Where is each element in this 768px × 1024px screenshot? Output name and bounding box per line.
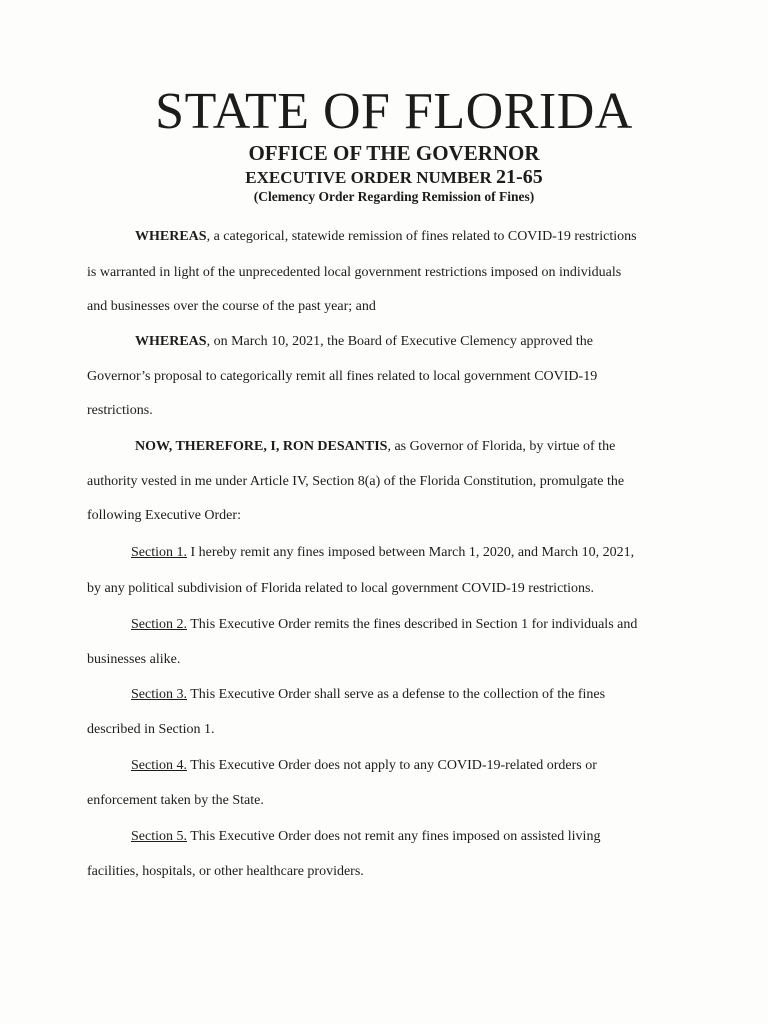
whereas-2-line-1 [135,333,593,351]
office-title: OFFICE OF THE GOVERNOR [248,141,540,165]
whereas-1-line-2: is warranted in light of the unprecedented local government restrictions imposed on individuals [87,265,622,280]
therefore-lead: NOW, THEREFORE, I, RON DESANTIS [135,439,388,454]
section-5-text-1: This Executive Order does not remit any fines imposed on assisted living [187,829,601,844]
section-4-line-1 [131,757,597,775]
section-2-text-1: This Executive Order remits the fines described in Section 1 for individuals and [187,617,638,632]
whereas-1-line-3: and businesses over the course of the past year; and [87,299,376,314]
whereas-1-lead: WHEREAS [135,229,207,244]
section-1-text-1: I hereby remit any fines imposed between March 1, 2020, and March 10, 2021, [187,545,635,560]
section-1-line-2: by any political subdivision of Florida related to local government COVID-19 restrictions. [87,581,595,596]
therefore-line-3: following Executive Order: [87,508,241,523]
therefore-line-1 [135,438,615,456]
section-3-line-1 [131,686,605,704]
section-5-line-2: facilities, hospitals, or other healthcare providers. [87,864,364,879]
section-5-heading: Section 5. [131,829,187,844]
section-1-heading: Section 1. [131,545,187,560]
whereas-1-text-1: , a categorical, statewide remission of fines related to COVID-19 restrictions [206,229,637,244]
section-1-line-1 [131,544,634,562]
therefore-text-1: , as Governor of Florida, by virtue of the [387,439,616,454]
executive-order-prefix: EXECUTIVE ORDER NUMBER [245,168,497,187]
section-2-heading: Section 2. [131,617,187,632]
state-title: STATE OF FLORIDA [155,83,633,140]
therefore-line-2: authority vested in me under Article IV, Section 8(a) of the Florida Constitution, promulgate the [87,474,625,489]
whereas-2-line-2: Governor’s proposal to categorically remit all fines related to local government COVID-19 [87,369,598,384]
section-3-text-1: This Executive Order shall serve as a defense to the collection of the fines [187,687,606,702]
section-4-heading: Section 4. [131,758,187,773]
section-4-text-1: This Executive Order does not apply to any COVID-19-related orders or [187,758,597,773]
section-2-line-2: businesses alike. [87,652,181,667]
whereas-2-line-3: restrictions. [87,403,153,418]
whereas-1-line-1 [135,228,637,246]
whereas-2-text-1: , on March 10, 2021, the Board of Executive Clemency approved the [206,334,594,349]
section-3-line-2: described in Section 1. [87,722,215,737]
executive-order-title [0,166,768,189]
executive-order-number: 21-65 [496,166,543,188]
section-2-line-1 [131,616,637,634]
section-4-line-2: enforcement taken by the State. [87,793,264,808]
whereas-2-lead: WHEREAS [135,334,207,349]
section-5-line-1 [131,828,600,846]
order-subtitle: (Clemency Order Regarding Remission of Fines) [253,189,535,204]
section-3-heading: Section 3. [131,687,187,702]
